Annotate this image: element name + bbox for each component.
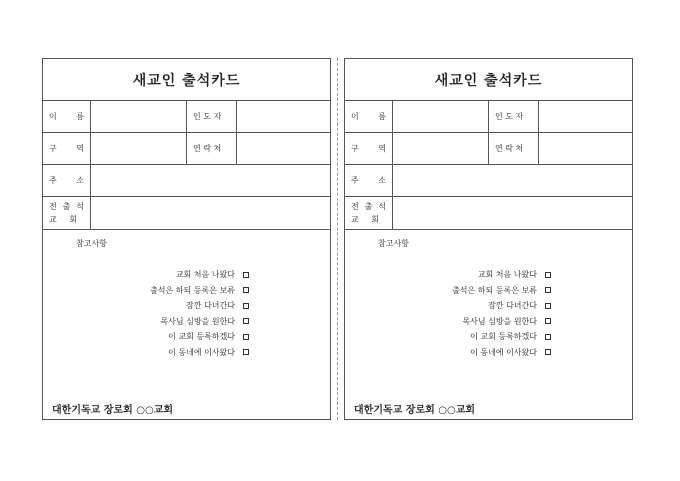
checklist-item: 잠깐 다녀간다 — [452, 298, 551, 314]
district-row — [43, 133, 330, 165]
cut-line-divider — [337, 58, 338, 420]
checklist-item: 이 동네에 이사왔다 — [150, 345, 249, 361]
checklist — [452, 267, 551, 360]
name-row — [345, 101, 632, 133]
address-row — [43, 165, 330, 197]
church-footer: 대한기독교 장로회 ○○교회 — [52, 405, 174, 416]
guide-field[interactable] — [539, 101, 632, 132]
checklist-item: 교회 처음 나왔다 — [150, 267, 249, 283]
district-field[interactable] — [393, 133, 489, 164]
district-label: 구 역 — [43, 133, 91, 164]
card-title: 새교인 출석카드 — [345, 59, 632, 101]
contact-field[interactable] — [539, 133, 632, 164]
prev-church-row — [43, 197, 330, 230]
address-row — [345, 165, 632, 197]
name-field[interactable] — [91, 101, 187, 132]
checklist-item: 이 교회 등록하겠다 — [150, 329, 249, 345]
prev-church-row — [345, 197, 632, 230]
prev-church-label: 전 출 석 교 회 — [43, 197, 91, 229]
checklist-item: 출석은 하되 등록은 보류 — [452, 283, 551, 299]
prev-church-field[interactable] — [91, 197, 330, 229]
checkbox[interactable] — [243, 303, 249, 309]
name-field[interactable] — [393, 101, 489, 132]
address-label: 주 소 — [345, 165, 393, 196]
checkbox[interactable] — [545, 287, 551, 293]
address-field[interactable] — [91, 165, 330, 196]
prev-church-field[interactable] — [393, 197, 632, 229]
attendance-card-right — [344, 58, 633, 420]
notes-section — [43, 230, 330, 423]
notes-label: 참고사항 — [76, 239, 107, 248]
checkbox[interactable] — [243, 349, 249, 355]
name-label: 이 름 — [43, 101, 91, 132]
checklist-item: 목사님 심방을 원한다 — [150, 314, 249, 330]
card-title: 새교인 출석카드 — [43, 59, 330, 101]
contact-field[interactable] — [237, 133, 330, 164]
address-field[interactable] — [393, 165, 632, 196]
checkbox[interactable] — [243, 272, 249, 278]
checklist-item: 목사님 심방을 원한다 — [452, 314, 551, 330]
checkbox[interactable] — [545, 272, 551, 278]
checklist-item: 이 동네에 이사왔다 — [452, 345, 551, 361]
guide-label: 인 도 자 — [489, 101, 539, 132]
prev-church-label: 전 출 석 교 회 — [345, 197, 393, 229]
checklist — [150, 267, 249, 360]
checkbox[interactable] — [545, 349, 551, 355]
district-field[interactable] — [91, 133, 187, 164]
church-footer: 대한기독교 장로회 ○○교회 — [354, 405, 476, 416]
contact-label: 연 락 처 — [489, 133, 539, 164]
guide-label: 인 도 자 — [187, 101, 237, 132]
checklist-item: 이 교회 등록하겠다 — [452, 329, 551, 345]
checkbox[interactable] — [545, 318, 551, 324]
guide-field[interactable] — [237, 101, 330, 132]
checkbox[interactable] — [243, 334, 249, 340]
checklist-item: 출석은 하되 등록은 보류 — [150, 283, 249, 299]
contact-label: 연 락 처 — [187, 133, 237, 164]
checkbox[interactable] — [243, 318, 249, 324]
checklist-item: 잠깐 다녀간다 — [150, 298, 249, 314]
checkbox[interactable] — [545, 334, 551, 340]
notes-label: 참고사항 — [378, 239, 409, 248]
name-label: 이 름 — [345, 101, 393, 132]
name-row — [43, 101, 330, 133]
checklist-item: 교회 처음 나왔다 — [452, 267, 551, 283]
attendance-card-left — [42, 58, 331, 420]
notes-section — [345, 230, 632, 423]
address-label: 주 소 — [43, 165, 91, 196]
checkbox[interactable] — [243, 287, 249, 293]
district-label: 구 역 — [345, 133, 393, 164]
district-row — [345, 133, 632, 165]
checkbox[interactable] — [545, 303, 551, 309]
